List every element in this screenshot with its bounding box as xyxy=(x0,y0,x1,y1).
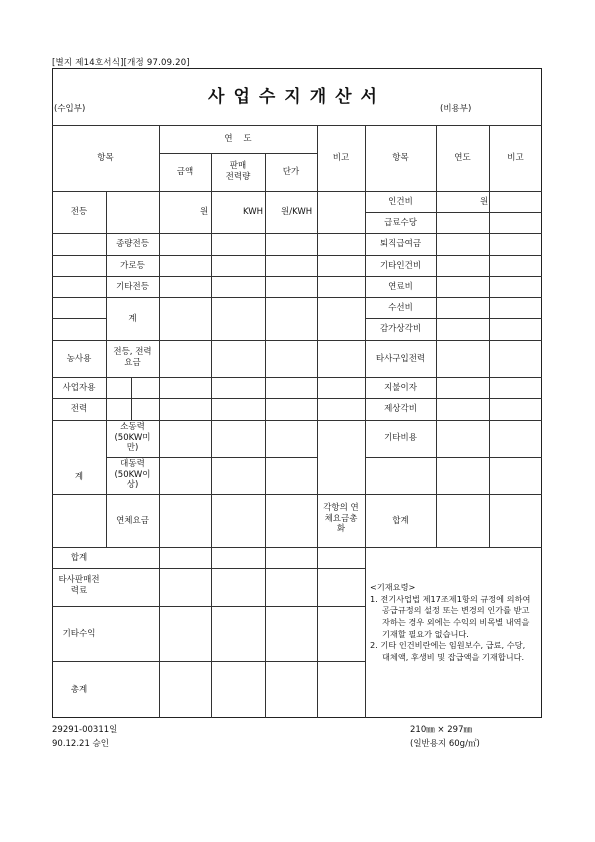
row-agricultural: 농사용 xyxy=(66,354,92,364)
rule xyxy=(265,153,266,718)
instruction-item: 2. 기타 인건비란에는 임원보수, 급료, 수당, 대체액, 후생비 및 잡급액을 기재합니다. xyxy=(370,640,526,662)
row-power: 전력 xyxy=(70,404,88,414)
income-section-label: (수입부) xyxy=(54,104,86,114)
rule xyxy=(52,318,106,319)
filling-instructions xyxy=(370,582,535,663)
income-year-header: 연 도 xyxy=(224,134,252,144)
rule xyxy=(159,125,160,718)
expense-row-other-personnel: 기타인건비 xyxy=(379,261,422,271)
row-business-use: 사업자용 xyxy=(62,383,96,393)
rule xyxy=(52,297,542,298)
rule xyxy=(52,568,365,569)
expense-section-label: (비용부) xyxy=(440,104,472,114)
rule xyxy=(52,420,542,421)
expense-row-amortization: 제상각비 xyxy=(384,404,417,414)
form-number: [별지 제14호서식][개정 97.09.20] xyxy=(52,58,190,68)
expense-remarks-header: 비고 xyxy=(507,153,524,163)
rule xyxy=(365,212,542,213)
rule xyxy=(52,606,365,607)
rule xyxy=(365,125,366,718)
unit-price-header: 단가 xyxy=(282,167,300,177)
form-code: 29291-00311일 xyxy=(52,725,118,735)
header-divider xyxy=(52,125,542,126)
rule xyxy=(365,318,542,319)
row-large-power: 대동력 (50KW이 상) xyxy=(114,459,151,491)
expense-row-other-costs: 기타비용 xyxy=(384,433,417,443)
row-small-power: 소동력 (50KW미 만) xyxy=(114,422,151,454)
expense-row-repair: 수선비 xyxy=(388,303,413,313)
unit-kwh: KWH xyxy=(243,207,264,217)
rule xyxy=(52,661,365,662)
rule xyxy=(52,547,542,548)
row-agricultural-fees: 전등, 전력 요금 xyxy=(113,347,152,368)
rule xyxy=(52,398,542,399)
row-income-sum: 합계 xyxy=(70,553,88,563)
rule xyxy=(52,494,542,495)
expense-row-interest: 지불이자 xyxy=(384,383,417,393)
expense-row-retirement: 퇴직급여금 xyxy=(379,239,422,249)
amount-header: 금액 xyxy=(176,167,194,177)
rule xyxy=(489,125,490,547)
row-street-light: 가로등 xyxy=(120,261,145,271)
instructions-heading: <기재요령> xyxy=(370,582,416,592)
expense-unit-won: 원 xyxy=(480,197,489,207)
row-lighting-subtotal: 계 xyxy=(128,314,137,324)
expense-item-header: 항목 xyxy=(392,153,409,163)
row-overdue-charge: 연체요금 xyxy=(116,516,149,526)
expense-year-header: 연도 xyxy=(454,153,471,163)
row-other-company-sales: 타사판매전 력료 xyxy=(58,575,100,596)
approval-date: 90.12.21 승인 xyxy=(52,739,109,749)
rule xyxy=(436,125,437,547)
rule xyxy=(52,255,542,256)
row-flat-rate-lighting: 종량전등 xyxy=(116,239,149,249)
rule xyxy=(159,153,317,154)
income-remarks-header: 비고 xyxy=(332,153,350,163)
row-power-total: 계 xyxy=(74,472,84,482)
expense-row-total: 합계 xyxy=(392,516,409,526)
row-other-lighting: 기타전등 xyxy=(116,282,149,292)
row-other-income: 기타수익 xyxy=(62,629,96,639)
expense-row-fuel: 연료비 xyxy=(388,282,413,292)
rule xyxy=(52,233,542,234)
rule xyxy=(365,457,542,458)
rule xyxy=(52,340,542,341)
rule xyxy=(211,153,212,718)
overdue-remarks: 각항의 연 체요금총 화 xyxy=(323,503,359,535)
expense-row-salary: 급료수당 xyxy=(384,218,417,228)
sales-power-header: 판매 전력량 xyxy=(225,161,251,182)
rule xyxy=(52,191,542,192)
row-grand-total: 총계 xyxy=(70,685,88,695)
paper-size: 210㎜ × 297㎜ xyxy=(410,725,472,735)
row-lighting: 전등 xyxy=(70,207,88,217)
instruction-item: 1. 전기사업법 제17조제1항의 규정에 의하여 공급규정의 설정 또는 변경의 인가를 받고자하는 경우 외에는 수익의 비목별 내역을 기재할 필요가 없습니다. xyxy=(370,593,531,639)
rule xyxy=(131,377,132,420)
rule xyxy=(317,125,318,718)
income-item-header: 항목 xyxy=(97,153,114,163)
expense-row-depreciation: 감가상각비 xyxy=(379,324,422,334)
unit-won-per-kwh: 원/KWH xyxy=(281,207,313,217)
form-title: 사업수지개산서 xyxy=(208,87,386,107)
rule xyxy=(52,276,542,277)
unit-won: 원 xyxy=(200,207,209,217)
paper-type: (일반용지 60g/㎡) xyxy=(410,739,480,749)
rule xyxy=(52,377,542,378)
expense-row-personnel: 인건비 xyxy=(388,197,413,207)
expense-row-purchased-power: 타사구입전력 xyxy=(375,354,426,364)
